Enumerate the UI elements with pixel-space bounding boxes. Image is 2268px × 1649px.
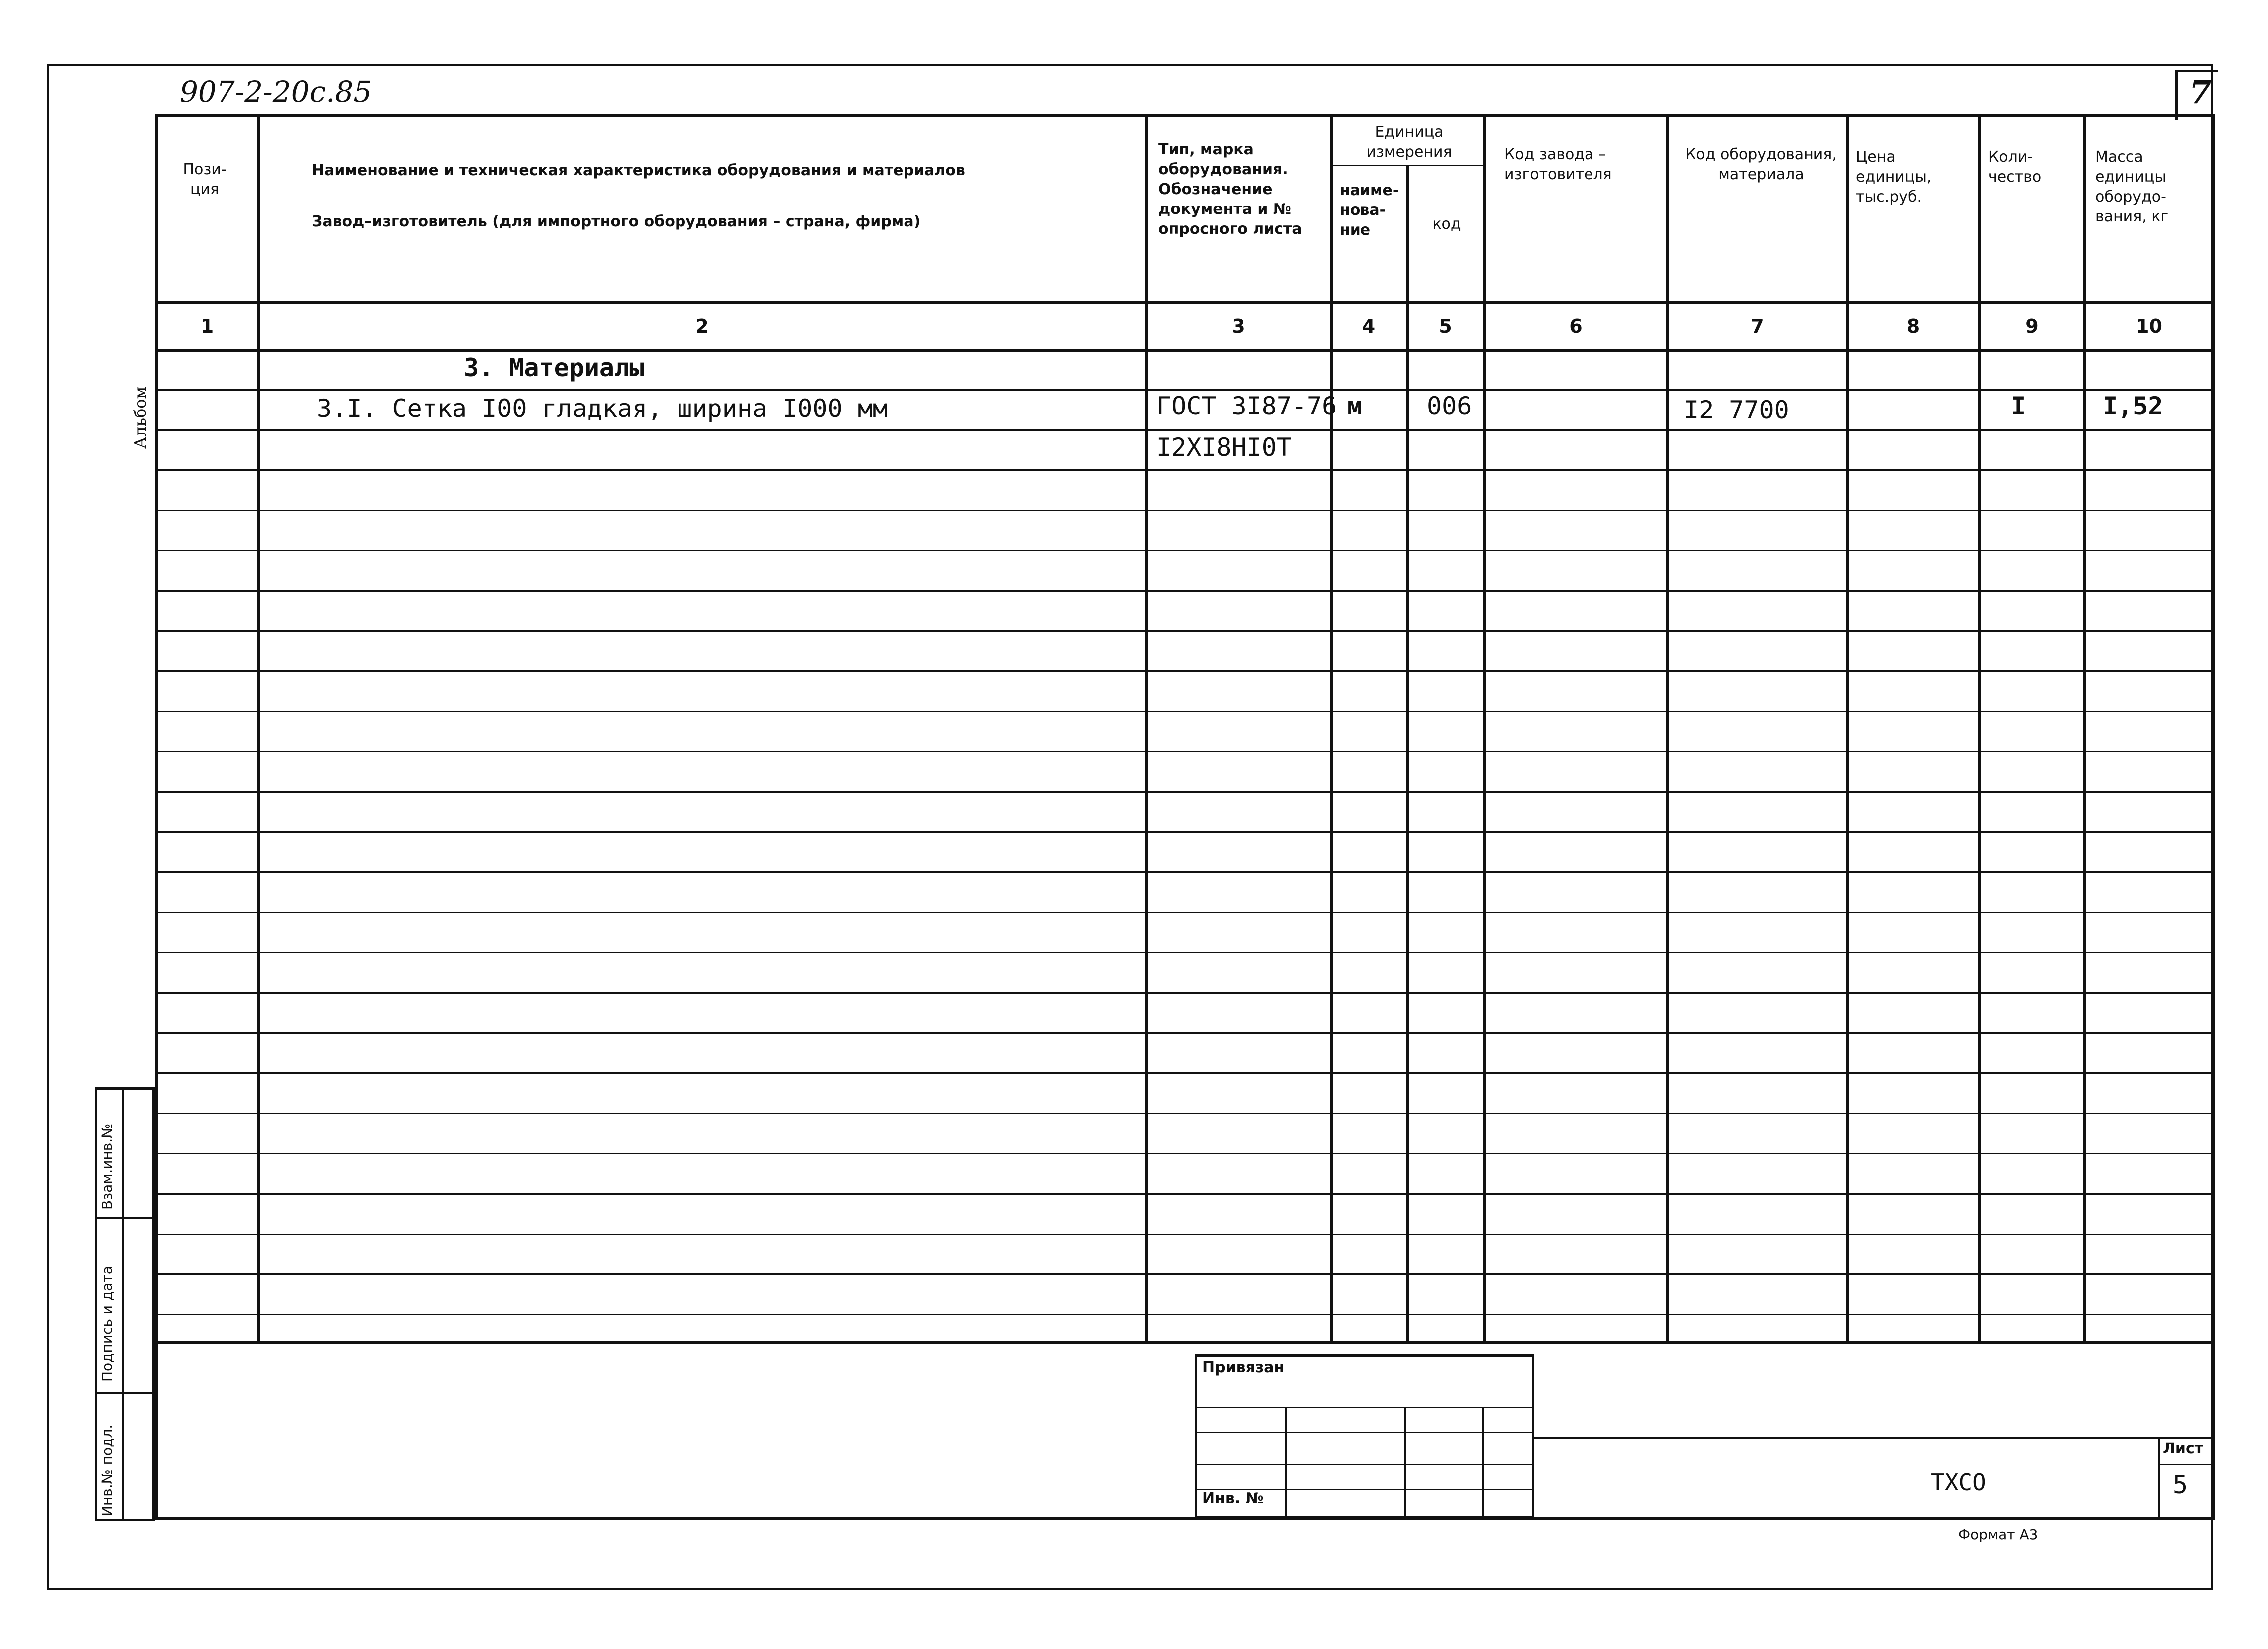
row-type: ГОСТ 3I87-76 — [1156, 392, 1337, 420]
table-bottom-line — [155, 1341, 2215, 1344]
unit-header-divider — [1330, 165, 1484, 166]
privyazan-vline-2 — [1404, 1407, 1406, 1519]
header-unit: Единица измерения — [1366, 123, 1452, 161]
table-row — [155, 751, 2215, 752]
header-bottom-line — [155, 301, 2215, 304]
album-label: Альбом — [131, 386, 150, 449]
designation: ТХСО — [1931, 1469, 1986, 1496]
colnum-1: 1 — [200, 315, 214, 337]
title-block-top — [1534, 1437, 2215, 1439]
header-price: Цена единицы, тыс.руб. — [1856, 148, 1932, 206]
table-row — [155, 429, 2215, 431]
table-row — [155, 1032, 2215, 1034]
col-line-3 — [1330, 115, 1333, 1342]
colnum-4: 4 — [1362, 315, 1376, 337]
side-stamp-inv-podl: Инв.№ подл. — [99, 1424, 115, 1516]
colnum-bottom-line — [155, 349, 2215, 352]
colnum-2: 2 — [695, 315, 709, 337]
header-position: Пози- ция — [183, 161, 227, 198]
colnum-7: 7 — [1751, 315, 1764, 337]
row-type-continued: I2XI8HI0T — [1156, 433, 1292, 462]
col-line-2 — [1145, 115, 1148, 1342]
document-code: 907-2-20с.85 — [180, 75, 372, 109]
header-material-code: Код оборудования, материала — [1685, 146, 1837, 183]
colnum-8: 8 — [1906, 315, 1920, 337]
header-name-line1: Наименование и техническая характеристика оборудования и материалов — [312, 162, 965, 179]
format-label: Формат А3 — [1958, 1526, 2038, 1543]
table-row — [155, 550, 2215, 551]
header-unit-code: код — [1432, 215, 1461, 233]
privyazan-label: Привязан — [1202, 1359, 1285, 1376]
colnum-5: 5 — [1439, 315, 1452, 337]
colnum-3: 3 — [1232, 315, 1245, 337]
sheet-index: 7 — [2189, 74, 2212, 111]
table-row — [155, 1153, 2215, 1154]
header-name-line2: Завод–изготовитель (для импортного оборудования – страна, фирма) — [312, 213, 921, 230]
colnum-9: 9 — [2025, 315, 2039, 337]
sheet-label: Лист — [2163, 1440, 2204, 1457]
row-material-code: I2 7700 — [1684, 396, 1789, 424]
side-stamp-vzam: Взам.инв.№ — [99, 1123, 115, 1210]
sheet-number-divider — [2158, 1464, 2215, 1465]
col-line-5 — [1483, 115, 1486, 1342]
table-row — [155, 1314, 2215, 1315]
header-unit-name: наиме- нова- ние — [1340, 182, 1399, 239]
row-unit: м — [1347, 392, 1362, 420]
table-row — [155, 389, 2215, 391]
privyazan-vline-3 — [1482, 1407, 1484, 1519]
table-row — [155, 1113, 2215, 1114]
table-row — [155, 952, 2215, 953]
side-stamp-line-2 — [95, 1392, 155, 1394]
colnum-10: 10 — [2136, 315, 2162, 337]
inv-no-label: Инв. № — [1202, 1490, 1264, 1507]
table-row — [155, 831, 2215, 833]
col-line-6 — [1666, 115, 1669, 1342]
side-stamp-divider — [122, 1087, 124, 1521]
table-row — [155, 1234, 2215, 1235]
table-row — [155, 590, 2215, 592]
col-line-8 — [1978, 115, 1981, 1342]
table-row — [155, 791, 2215, 793]
header-mass: Масса единицы оборудо- вания, кг — [2095, 148, 2169, 225]
table-row — [155, 670, 2215, 672]
table-row — [155, 1072, 2215, 1074]
header-type: Тип, марка оборудования. Обозначение документа и № опросного листа — [1158, 141, 1302, 238]
table-row — [155, 871, 2215, 873]
sheet-number: 5 — [2173, 1470, 2188, 1499]
row-quantity: I — [2011, 392, 2026, 420]
table-row — [155, 912, 2215, 913]
row-mass: I,52 — [2103, 392, 2163, 420]
section-title: 3. Материалы — [464, 353, 645, 382]
table-row — [155, 711, 2215, 712]
table-row — [155, 1193, 2215, 1195]
col-line-7 — [1846, 115, 1849, 1342]
table-row — [155, 1273, 2215, 1275]
header-manufacturer-code: Код завода – изготовителя — [1504, 146, 1612, 183]
col-line-4 — [1406, 165, 1409, 1342]
header-quantity: Коли- чество — [1988, 148, 2041, 186]
privyazan-vline-1 — [1285, 1407, 1287, 1519]
colnum-6: 6 — [1569, 315, 1583, 337]
col-line-1 — [257, 115, 260, 1342]
row-name: 3.I. Сетка I00 гладкая, ширина I000 мм — [317, 394, 888, 423]
table-row — [155, 630, 2215, 632]
side-stamp-podpis: Подпись и дата — [99, 1266, 115, 1382]
col-line-9 — [2083, 115, 2086, 1342]
table-row — [155, 469, 2215, 471]
table-row — [155, 992, 2215, 994]
table-row — [155, 510, 2215, 511]
row-unit-code: 006 — [1427, 392, 1472, 420]
side-stamp-line-1 — [95, 1217, 155, 1219]
